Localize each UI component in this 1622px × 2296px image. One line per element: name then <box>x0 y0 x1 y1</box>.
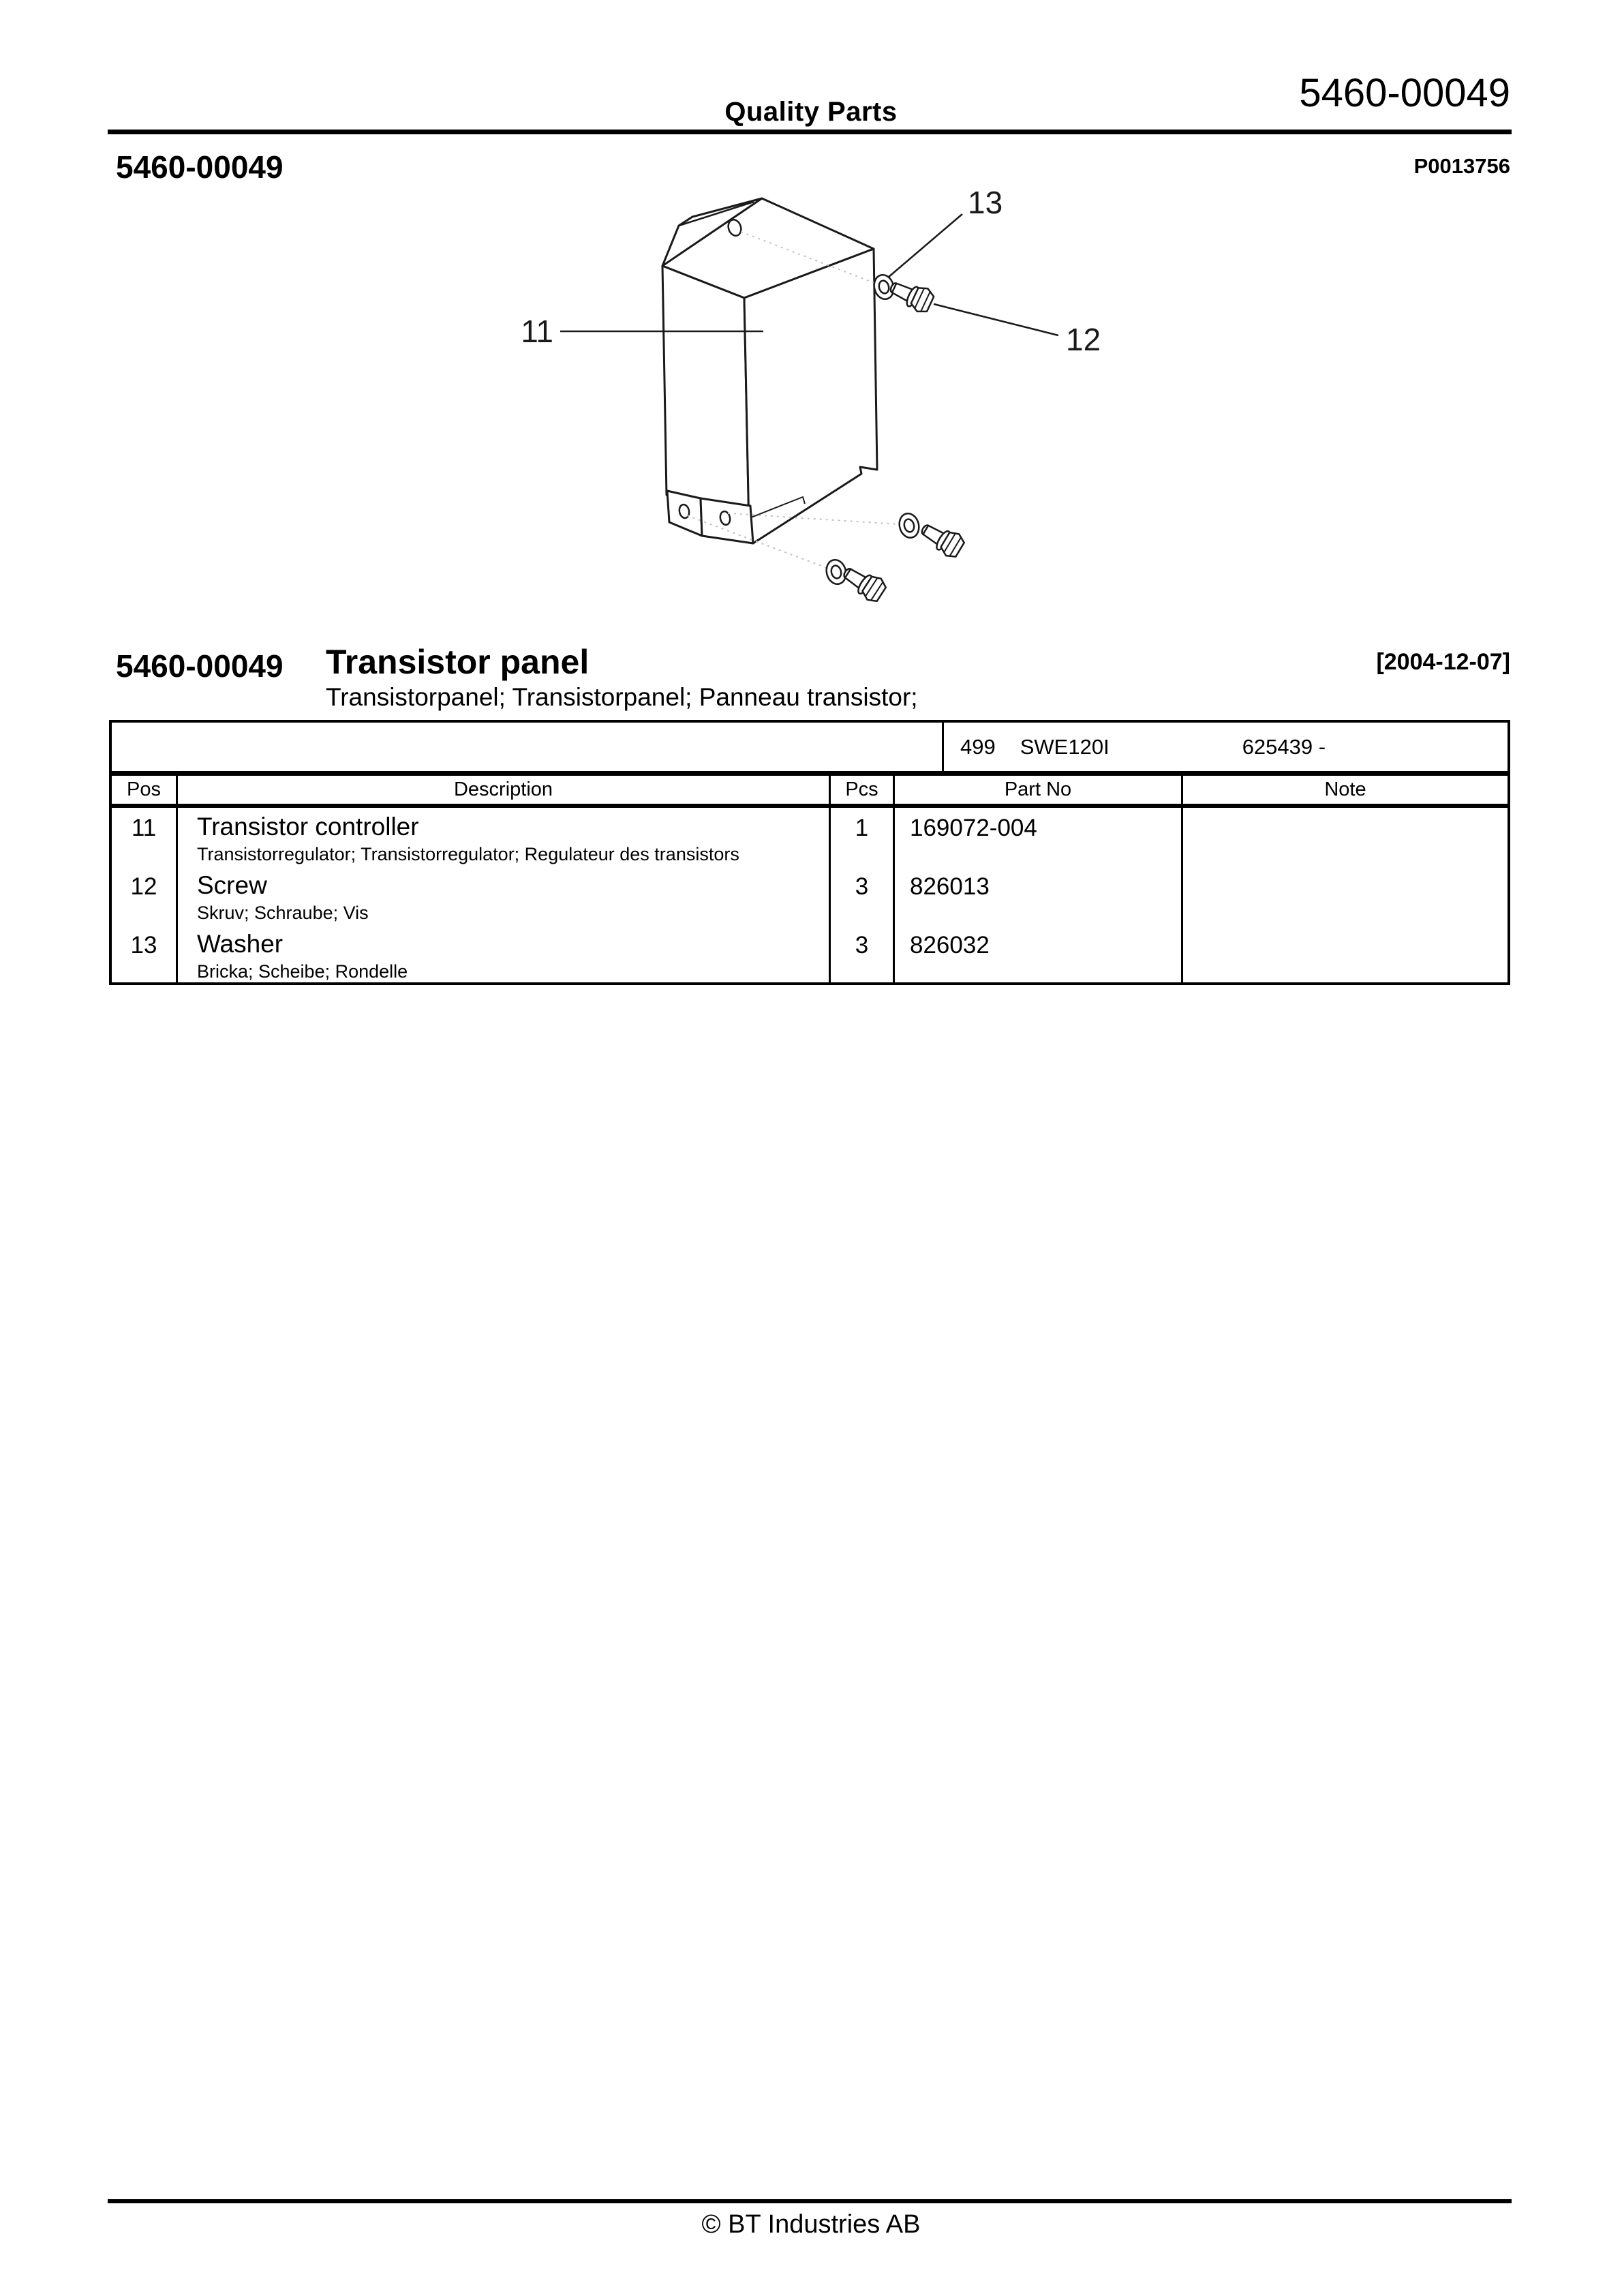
header-description: Description <box>178 776 831 804</box>
screw-bottom <box>839 560 889 605</box>
serial-range: 625439 - <box>1242 734 1326 759</box>
row-note <box>1183 925 1508 982</box>
row-description <box>178 866 829 925</box>
pcs-column <box>831 808 895 982</box>
description-column <box>178 808 831 982</box>
row-part-no: 826032 <box>910 932 990 958</box>
note-column <box>1183 808 1508 982</box>
parts-table <box>109 720 1510 985</box>
header-pos: Pos <box>112 776 178 804</box>
screw-middle <box>917 517 967 560</box>
exploded-view-diagram <box>477 177 1159 641</box>
figure-image-code: P0013756 <box>1413 154 1510 178</box>
header-part-no: Part No <box>895 776 1183 804</box>
row-pos: 11 <box>131 815 157 841</box>
part-no-column <box>895 808 1183 982</box>
model-code: 499 <box>960 734 996 759</box>
copyright-text: © BT Industries AB <box>701 2210 921 2239</box>
row-note <box>1183 808 1508 866</box>
row-pos: 12 <box>130 873 157 900</box>
description-sub: Skruv; Schraube; Vis <box>197 903 369 923</box>
page-title: Quality Parts <box>724 97 898 127</box>
row-part-no: 169072-004 <box>910 815 1037 841</box>
table-body <box>112 808 1508 982</box>
pos-column <box>112 808 178 982</box>
table-header-row <box>112 776 1508 804</box>
doc-number-top-left: 5460-00049 <box>116 149 284 185</box>
row-part-no: 826013 <box>910 873 990 900</box>
doc-number-top-right: 5460-00049 <box>1299 71 1510 115</box>
model-row-spacer <box>112 723 944 771</box>
description-sub: Transistorregulator; Transistorregulator; Regulateur des transistors <box>197 844 739 864</box>
header-pcs: Pcs <box>831 776 895 804</box>
washer-middle <box>897 511 921 540</box>
row-pcs: 1 <box>855 815 869 841</box>
section-title: Transistor panel <box>326 643 590 681</box>
footer-rule <box>108 2199 1512 2203</box>
model-row <box>112 723 1508 776</box>
model-name: SWE120I <box>1020 734 1110 759</box>
description-main: Transistor controller <box>197 813 419 841</box>
callout-label-13: 13 <box>968 185 1003 220</box>
callout-label-11: 11 <box>521 314 553 349</box>
callout-label-12: 12 <box>1066 322 1101 357</box>
row-pos: 13 <box>130 932 157 958</box>
section-number: 5460-00049 <box>116 648 284 684</box>
model-cell <box>944 723 1508 771</box>
row-pcs: 3 <box>855 873 869 900</box>
screw-top <box>887 274 936 315</box>
description-sub: Bricka; Scheibe; Rondelle <box>197 961 408 982</box>
row-description <box>178 925 829 982</box>
header-rule <box>108 130 1512 134</box>
section-date: [2004-12-07] <box>1376 649 1510 675</box>
section-subtitle: Transistorpanel; Transistorpanel; Panneau transistor; <box>326 683 918 711</box>
row-pcs: 3 <box>855 932 869 958</box>
header-note: Note <box>1324 779 1366 800</box>
transistor-panel-box <box>662 198 877 543</box>
row-description <box>178 808 829 866</box>
row-note <box>1183 866 1508 925</box>
description-main: Washer <box>197 930 284 958</box>
description-main: Screw <box>197 871 267 899</box>
